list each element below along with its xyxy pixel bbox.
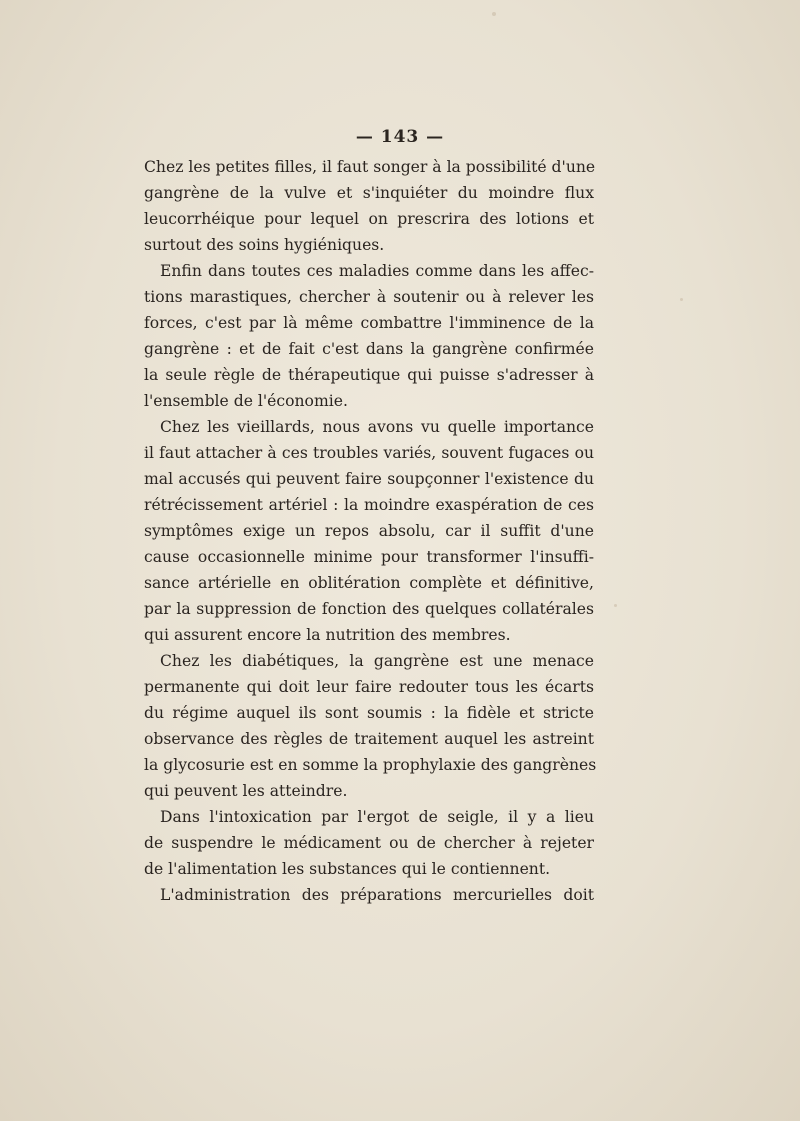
text-line: surtout des soins hygiéniques.	[144, 236, 385, 254]
text-line: tions marastiques, chercher à soutenir ou à relever les	[144, 288, 594, 306]
text-line: de suspendre le médicament ou de chercher à rejeter	[144, 834, 594, 852]
text-line: la glycosurie est en somme la prophylaxie des gangrènes	[144, 756, 597, 774]
text-line: du régime auquel ils sont soumis : la fidèle et stricte	[144, 704, 594, 722]
text-line: sance artérielle en oblitération complète et définitive,	[144, 574, 594, 592]
text-line: qui peuvent les atteindre.	[144, 782, 348, 800]
text-line: Chez les vieillards, nous avons vu quelle importance	[160, 418, 594, 436]
text-line: qui assurent encore la nutrition des membres.	[144, 626, 511, 644]
text-line: symptômes exige un repos absolu, car il suffit d'une	[144, 522, 594, 540]
text-line: Dans l'intoxication par l'ergot de seigle, il y a lieu	[160, 808, 594, 826]
text-line: par la suppression de fonction des quelques collatérales	[144, 600, 594, 618]
paper-stain	[492, 12, 496, 16]
page-number: — 143 —	[355, 127, 445, 147]
text-line: permanente qui doit leur faire redouter tous les écarts	[144, 678, 594, 696]
text-line: observance des règles de traitement auquel les astreint	[144, 730, 594, 748]
text-line: L'administration des préparations mercurielles doit	[160, 886, 594, 904]
text-line: de l'alimentation les substances qui le contiennent.	[144, 860, 551, 878]
text-line: gangrène : et de fait c'est dans la gangrène confirmée	[144, 340, 594, 358]
text-line: leucorrhéique pour lequel on prescrira des lotions et	[144, 210, 594, 228]
paper-stain	[614, 604, 617, 607]
text-line: Enfin dans toutes ces maladies comme dans les affec-	[160, 262, 594, 280]
text-line: gangrène de la vulve et s'inquiéter du moindre flux	[144, 184, 594, 202]
text-line: Chez les diabétiques, la gangrène est une menace	[160, 652, 594, 670]
paper-stain	[680, 298, 683, 301]
text-line: la seule règle de thérapeutique qui puisse s'adresser à	[144, 366, 594, 384]
text-line: rétrécissement artériel : la moindre exaspération de ces	[144, 496, 594, 514]
text-line: forces, c'est par là même combattre l'imminence de la	[144, 314, 594, 332]
text-line: cause occasionnelle minime pour transformer l'insuffi-	[144, 548, 594, 566]
text-line: l'ensemble de l'économie.	[144, 392, 348, 410]
text-line: Chez les petites filles, il faut songer à la possibilité d'une	[144, 158, 596, 176]
text-line: mal accusés qui peuvent faire soupçonner l'existence du	[144, 470, 594, 488]
body-text	[144, 154, 597, 908]
text-line: il faut attacher à ces troubles variés, souvent fugaces ou	[144, 444, 594, 462]
